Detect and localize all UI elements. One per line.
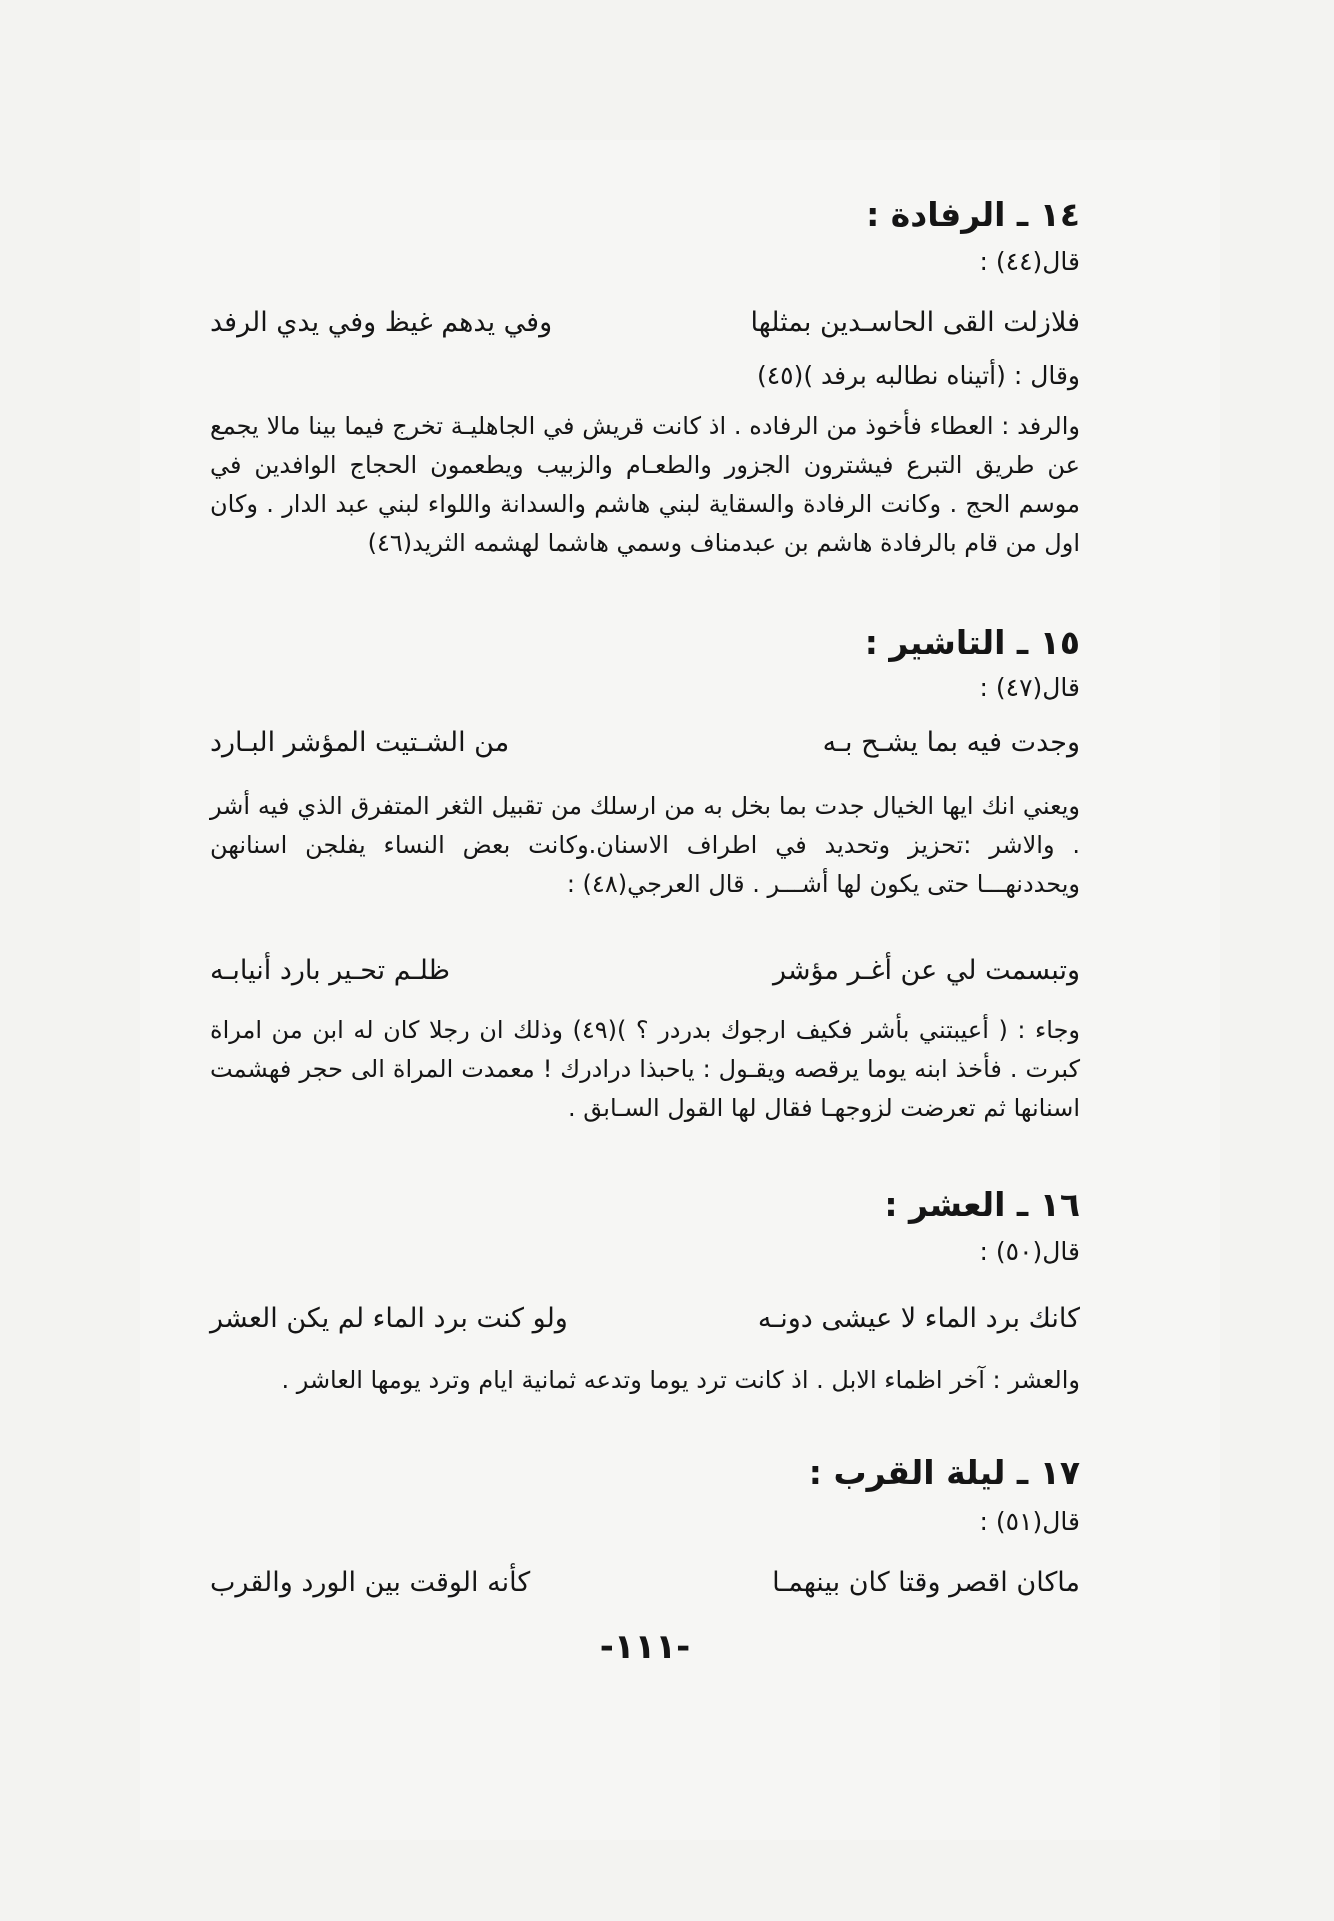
section-heading: ١٤ ـ الرفادة : xyxy=(866,195,1080,234)
section-heading: ١٦ ـ العشر : xyxy=(884,1185,1080,1224)
book-page xyxy=(210,195,1080,1695)
paragraph: وجاء : ( أعيبتني بأشر فكيف ارجوك بدردر ؟ )(٤٩) وذلك ان رجلا كان له ابن من امراة كبرت . فأخذ ابنه يوما يرقصه ويقـول : ياحبذا درادرك ! معمدت المراة الى حجر فهشمت اسنانها ثم تعرضت لزوجهـا فقال لها القول السـابق . xyxy=(210,1016,1080,1122)
paragraph: والرفد : العطاء فأخوذ من الرفاده . اذ كانت قريش في الجاهليـة تخرج فيما بينا مالا يجمع عن طريق التبرع فيشترون الجزور والطعـام والزبيب ويطعمون الحجاج الوافدين في موسم الحج . وكانت الرفادة والسقاية لبني هاشم والسدانة واللواء لبني عبد الدار . وكان اول من قام بالرفادة هاشم بن عبدمناف وسمي هاشما لهشمه الثريد(٤٦) xyxy=(210,412,1080,557)
verse-line xyxy=(210,307,1080,351)
verse-first-hemistich: كانك برد الماء لا عيشى دونـه xyxy=(757,1303,1080,1334)
verse-second-hemistich: ظلـم تحـير بارد أنيابـه xyxy=(210,955,451,986)
page-number: -١١١- xyxy=(599,1627,691,1667)
verse-second-hemistich: ولو كنت برد الماء لم يكن العشر xyxy=(210,1303,568,1334)
quote-line: وقال : (أتيناه نطالبه برفد )(٤٥) xyxy=(756,361,1080,390)
section-heading: ١٥ ـ التاشير : xyxy=(864,623,1080,662)
verse-intro: قال(٥٠) : xyxy=(979,1237,1080,1266)
verse-line xyxy=(210,727,1080,771)
verse-first-hemistich: وتبسمت لي عن أغـر مؤشر xyxy=(773,955,1080,986)
section-heading: ١٧ ـ ليلة القرب : xyxy=(808,1453,1080,1492)
verse-intro: قال(٥١) : xyxy=(979,1507,1080,1536)
verse-second-hemistich: كأنه الوقت بين الورد والقرب xyxy=(210,1567,531,1598)
paragraph: والعشر : آخر اظماء الابل . اذ كانت ترد يوما وتدعه ثمانية ايام وترد يومها العاشر . xyxy=(281,1366,1080,1394)
verse-line xyxy=(210,1567,1080,1611)
verse-first-hemistich: ماكان اقصر وقتا كان بينهمـا xyxy=(772,1567,1080,1598)
verse-second-hemistich: وفي يدهم غيظ وفي يدي الرفد xyxy=(210,307,553,338)
verse-intro: قال(٤٧) : xyxy=(979,673,1080,702)
verse-line xyxy=(210,1303,1080,1347)
verse-second-hemistich: من الشـتيت المؤشر البـارد xyxy=(210,727,510,758)
verse-first-hemistich: فلازلت القى الحاسـدين بمثلها xyxy=(750,307,1080,338)
verse-line xyxy=(210,955,1080,999)
verse-first-hemistich: وجدت فيه بما يشـح بـه xyxy=(822,727,1080,758)
paragraph: ويعني انك ايها الخيال جدت بما بخل به من ارسلك من تقبيل الثغر المتفرق الذي فيه أشر . والاشر :تحزيز وتحديد في اطراف الاسنان.وكانت بعض النساء يفلجن اسنانهن ويحددنهـــا حتى يكون لها أشـــر . قال العرجي(٤٨) : xyxy=(210,792,1080,898)
verse-intro: قال(٤٤) : xyxy=(979,247,1080,276)
